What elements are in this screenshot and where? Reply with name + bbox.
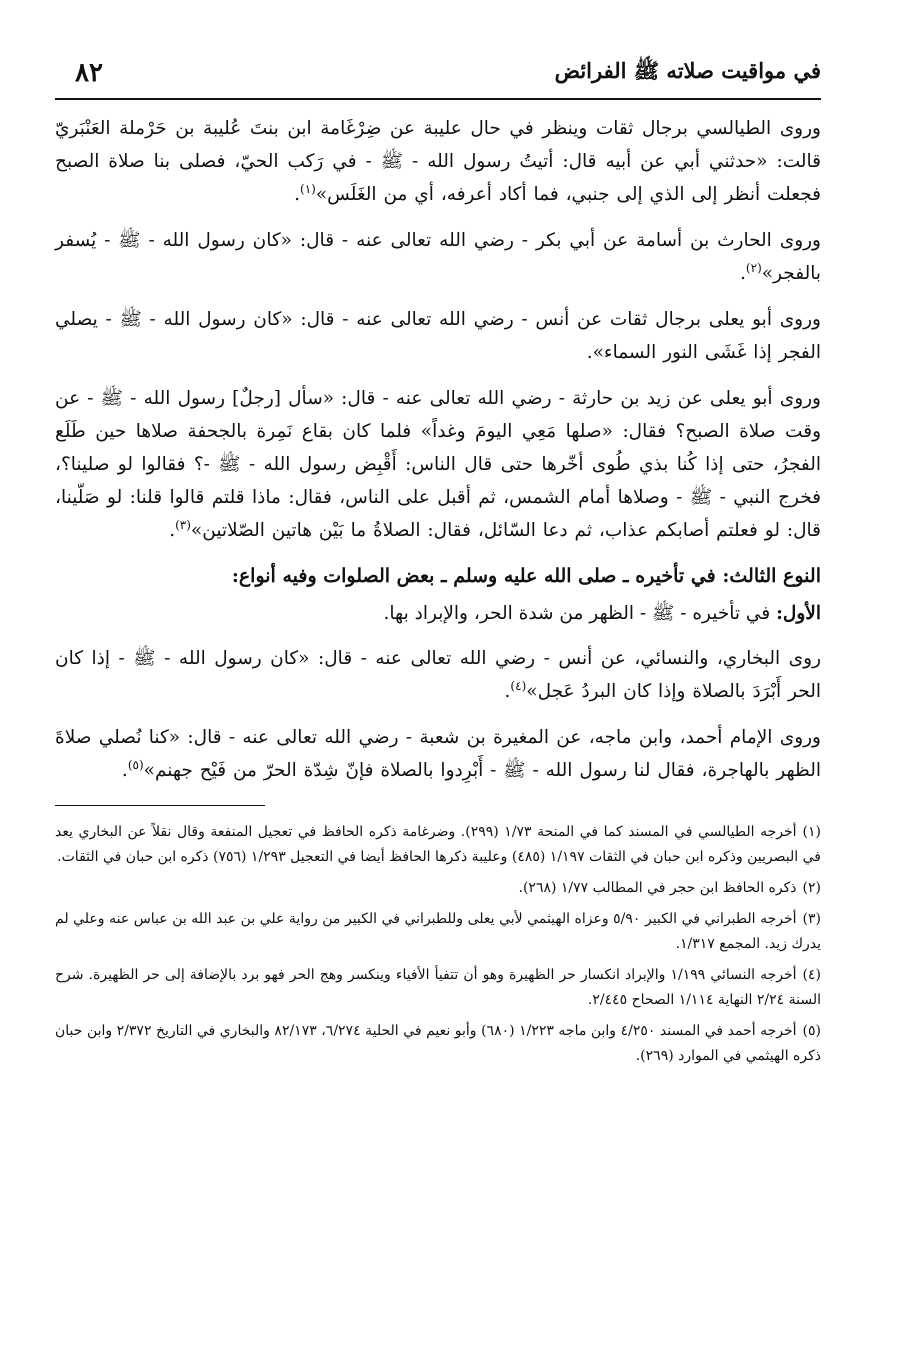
footnote-number: (٥): [802, 1023, 822, 1039]
paragraph-5: روى البخاري، والنسائي، عن أنس - رضي الله تعالى عنه - قال: «كان رسول الله - ﷺ - إذا كان الحر أَبْرَدَ بالصلاة وإذا كان البردُ عَجل»$^{(٤)}$.: [55, 648, 821, 702]
footnote-1: [55, 820, 821, 870]
footnote-text: أخرجه الطبراني في الكبير ٥/٩٠ وعزاه الهيثمي لأبي يعلى وللطبراني في الكبير من رواية علي بن عبد الله بن عباس عنه وعلي لم يدرك زيد. المجمع ١/٣١٧.: [55, 911, 821, 952]
footnote-number: (٢): [802, 880, 821, 896]
subsection-text: في تأخيره - ﷺ - الظهر من شدة الحر، والإبراد بها.: [383, 603, 771, 624]
subsection-label: الأول:: [776, 603, 821, 624]
footnote-text: ذكره الحافظ ابن حجر في المطالب ١/٧٧ (٢٦٨).: [518, 880, 797, 896]
footnote-ref: (٣): [175, 517, 191, 532]
footnote-ref: (١): [300, 181, 316, 196]
paragraph-6: وروى الإمام أحمد، وابن ماجه، عن المغيرة بن شعبة - رضي الله تعالى عنه - قال: «كنا نُصلي صلاةَ الظهر بالهاجرة، فقال لنا رسول الله - ﷺ - أَبْرِدوا بالصلاة فإنّ شِدّة الحرّ من فَيْح جهنم»$^{(٥)}$.: [55, 727, 821, 781]
section-heading: النوع الثالث: في تأخيره ـ صلى الله عليه وسلم ـ بعض الصلوات وفيه أنواع:: [231, 565, 821, 587]
paragraph-text: وروى الحارث بن أسامة عن أبي بكر - رضي الله تعالى عنه - قال: «كان رسول الله - ﷺ - يُسفر بالفجر»: [55, 230, 821, 284]
footnote-text: أخرجه أحمد في المسند ٤/٢٥٠ وابن ماجه ١/٢٢٣ (٦٨٠) وأبو نعيم في الحلية ٦/٢٧٤، ٨٢/١٧٣ والبخاري في التاريخ ٢/٣٧٢ وابن حبان ذكره الهيثمي في الموارد (٢٦٩).: [55, 1023, 821, 1064]
paragraph-4: وروى أبو يعلى عن زيد بن حارثة - رضي الله تعالى عنه - قال: «سأل [رجلٌ] رسول الله - ﷺ - عن وقت صلاة الصبح؟ فقال: «صلها مَعِي اليومَ وغداً» فلما كان بقاع نَمِرة بالجحفة صلاها حين طَلَع الفجرُ، حتى إذا كُنا بذي طُوى أخّرها حتى قال الناس: أَقْبِض رسول الله - ﷺ -؟ فقالوا لو صلينا؟، فخرج النبي - ﷺ - وصلاها أمام الشمس، ثم أقبل على الناس، فقال: ماذا قلتم قالوا قلنا: لو صَلّينا، قال: لو فعلتم أصابكم عذاب، ثم دعا السّائل، فقال: الصلاةُ ما بَيْن هاتين الصّلاتين»$^{(٣)}$.: [55, 388, 821, 541]
footnote-ref: (٥): [127, 757, 144, 772]
paragraph-text: وروى أبو يعلى برجال ثقات عن أنس - رضي الله تعالى عنه - قال: «كان رسول الله - ﷺ - يصلي الفجر إذا غَشَى النور السماء».: [55, 309, 821, 363]
footnote-text: أخرجه الطيالسي في المسند كما في المنحة ١/٧٣ (٢٩٩). وضرغامة ذكره الحافظ في تعجيل المنفعة وقال نقلاً عن البخاري يعد في البصريين وذكره ابن حبان في الثقات ١/١٩٧ (٤٨٥) وعليبة ذكرها الحافظ أيضا في التعجيل ١/٢٩٣ (٧٥٦) ذكره ابن حبان في الثقات.: [55, 824, 821, 865]
footnote-2: [55, 876, 821, 901]
footnotes: [55, 820, 821, 1069]
footnote-number: (٣): [802, 911, 821, 927]
paragraph-2: وروى الحارث بن أسامة عن أبي بكر - رضي الله تعالى عنه - قال: «كان رسول الله - ﷺ - يُسفر بالفجر»$^{(٢)}$.: [55, 230, 821, 284]
footnote-5: [55, 1019, 821, 1069]
paragraph-text: وروى أبو يعلى عن زيد بن حارثة - رضي الله تعالى عنه - قال: «سأل [رجلٌ] رسول الله - ﷺ - عن وقت صلاة الصبح؟ فقال: «صلها مَعِي اليومَ وغداً» فلما كان بقاع نَمِرة بالجحفة صلاها حين طَلَع الفجرُ، حتى إذا كُنا بذي طُوى أخّرها حتى قال الناس: أَقْبِض رسول الله - ﷺ -؟ فقالوا لو صلينا؟، فخرج النبي - ﷺ - وصلاها أمام الشمس، ثم أقبل على الناس، فقال: ماذا قلتم قالوا قلنا: لو صَلّينا، قال: لو فعلتم أصابكم عذاب، ثم دعا السّائل، فقال: الصلاةُ ما بَيْن هاتين الصّلاتين»: [55, 388, 821, 541]
book-page: [55, 40, 821, 1075]
paragraph-1: وروى الطيالسي برجال ثقات وينظر في حال عليبة عن ضِرْغَامة ابن بنتَ عُليبة بن حَرْملة العَنْبَريّ قالت: «حدثني أبي عن أبيه قال: أتيتُ رسول الله - ﷺ - في رَكب الحيّ، فصلى بنا صلاة الصبح فجعلت أنظر إلى الذي إلى جنبي، فما أكاد أعرفه، أي من الغَلَس»$^{(١)}$.: [55, 118, 821, 205]
subsection-heading: [55, 597, 821, 630]
footnote-ref: (٤): [510, 678, 527, 693]
footnote-4: [55, 963, 821, 1013]
footnote-number: (٤): [802, 967, 821, 983]
paragraph-text: وروى الطيالسي برجال ثقات وينظر في حال عليبة عن ضِرْغَامة ابن بنتَ عُليبة بن حَرْملة العَنْبَريّ قالت: «حدثني أبي عن أبيه قال: أتيتُ رسول الله - ﷺ - في رَكب الحيّ، فصلى بنا صلاة الصبح فجعلت أنظر إلى الذي إلى جنبي، فما أكاد أعرفه، أي من الغَلَس»: [55, 118, 821, 205]
running-title: في مواقيت صلاته ﷺ الفرائض: [554, 58, 821, 83]
page-number: ٨٢: [75, 58, 103, 88]
page-header: [55, 40, 821, 100]
footnote-number: (١): [802, 824, 821, 840]
page-body: [55, 112, 821, 1069]
footnote-divider: [55, 805, 265, 806]
paragraph-text: روى البخاري، والنسائي، عن أنس - رضي الله تعالى عنه - قال: «كان رسول الله - ﷺ - إذا كان الحر أَبْرَدَ بالصلاة وإذا كان البردُ عَجل»: [55, 648, 821, 702]
paragraph-text: وروى الإمام أحمد، وابن ماجه، عن المغيرة بن شعبة - رضي الله تعالى عنه - قال: «كنا نُصلي صلاةَ الظهر بالهاجرة، فقال لنا رسول الله - ﷺ - أَبْرِدوا بالصلاة فإنّ شِدّة الحرّ من فَيْح جهنم»: [55, 727, 821, 781]
footnote-3: [55, 907, 821, 957]
footnote-ref: (٢): [745, 260, 762, 275]
footnote-text: أخرجه النسائي ١/١٩٩ والإبراد انكسار حر الظهيرة وهو أن تتفيأ الأفياء وينكسر وهج الحر فهو برد بالإضافة إلى حر الظهيرة. شرح السنة ٢/٢٤ النهاية ١/١١٤ الصحاح ٢/٤٤٥.: [55, 967, 821, 1008]
paragraph-3: [55, 303, 821, 369]
